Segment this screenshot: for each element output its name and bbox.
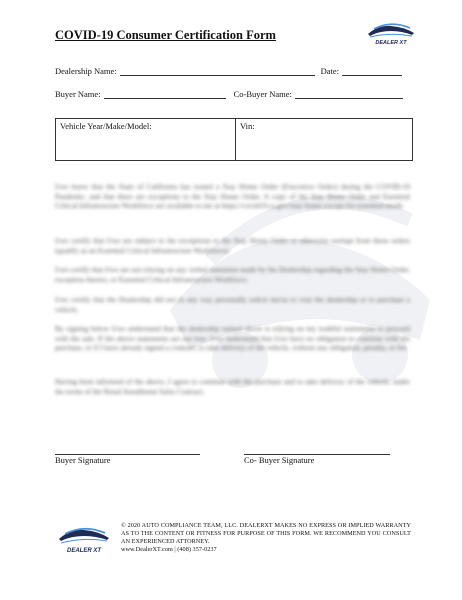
- footer-brand-text: DEALER XT: [66, 548, 101, 554]
- buyer-signature-label: Buyer Signature: [55, 455, 111, 465]
- body-paragraph: I/we certify that I/we are subject to the exceptions to the Stay Home Order or otherwise exempt from these orders (qualify as an Essential Critical Infrastructure Workforce).: [55, 236, 410, 255]
- buyer-name-label: Buyer Name:: [55, 89, 101, 99]
- disclaimer-text: © 2020 AUTO COMPLIANCE TEAM, LLC. DEALERXT MAKES NO EXPRESS OR IMPLIED WARRANTY AS TO THE CONTENT OR FITNESS FOR PURPOSE OF THIS FORM. WE RECOMMEND YOU CONSULT AN EXPERIENCED ATTORNEY.: [121, 522, 411, 545]
- contact-line: www.DealerXT.com | (408) 357-0237: [121, 546, 217, 553]
- body-paragraph: By signing below I/we understand that the dealership named above is relying on my truthful statements to proceed with the sale. If the above statements are not true, I/we understand that I/we have no obligation to continue with the purchase, or if I have already signed a contract, to take delivery of the vehicle, without any obligation, penalty, or fee.: [55, 324, 410, 352]
- buyer-row: [55, 89, 403, 99]
- footer-logo: [55, 524, 113, 558]
- body-paragraph: I/we know that the State of California has issued a Stay Home Order (Executive Order) during the COVID-19 Pandemic, and that there are exceptions to the Stay Home Order. A copy of the Stay Home Order and Essential Critical Infrastructure Workforce are available to me at https://covid19.ca.gov/stay-home-except-for-essential-needs: [55, 182, 410, 210]
- dealerxt-logo: [364, 20, 418, 50]
- vin-field[interactable]: [236, 119, 412, 160]
- car-watermark-icon: [150, 110, 450, 470]
- buyer-name-field[interactable]: [104, 89, 226, 99]
- co-buyer-name-field[interactable]: [295, 89, 403, 99]
- dealership-name-field[interactable]: [120, 66, 315, 76]
- vin-label: Vin:: [240, 121, 255, 131]
- footer-disclaimer: [121, 522, 411, 554]
- logo-brand-text: DEALER XT: [375, 40, 407, 46]
- dealership-row: [55, 66, 402, 76]
- date-label: Date:: [320, 66, 340, 76]
- body-paragraph: I/we certify that I/we are not relying on any verbal statement made by the Dealership regarding the Stay Home Order, exception thereto, or Essential Critical Infrastructure Workforce.: [55, 265, 410, 284]
- co-buyer-name-label: Co-Buyer Name:: [233, 89, 292, 99]
- vehicle-label: Vehicle Year/Make/Model:: [60, 121, 152, 131]
- dealership-name-label: Dealership Name:: [55, 66, 117, 76]
- body-paragraph: Having been informed of the above, I agree to continue with the purchase and to take delivery of the vehicle, under the terms of the Retail Installment Sales Contract.: [55, 377, 410, 396]
- co-buyer-signature-label: Co- Buyer Signature: [244, 455, 315, 465]
- vehicle-field[interactable]: [56, 119, 236, 160]
- vehicle-info-box: [55, 118, 413, 161]
- footer-car-logo-icon: [55, 524, 113, 546]
- body-paragraph: I/we certify that the Dealership did not in any way personally solicit me/us to visit the dealership or to purchase a vehicle.: [55, 295, 410, 314]
- form-title: COVID-19 Consumer Certification Form: [55, 28, 276, 42]
- date-field[interactable]: [342, 66, 402, 76]
- car-logo-icon: [364, 20, 418, 40]
